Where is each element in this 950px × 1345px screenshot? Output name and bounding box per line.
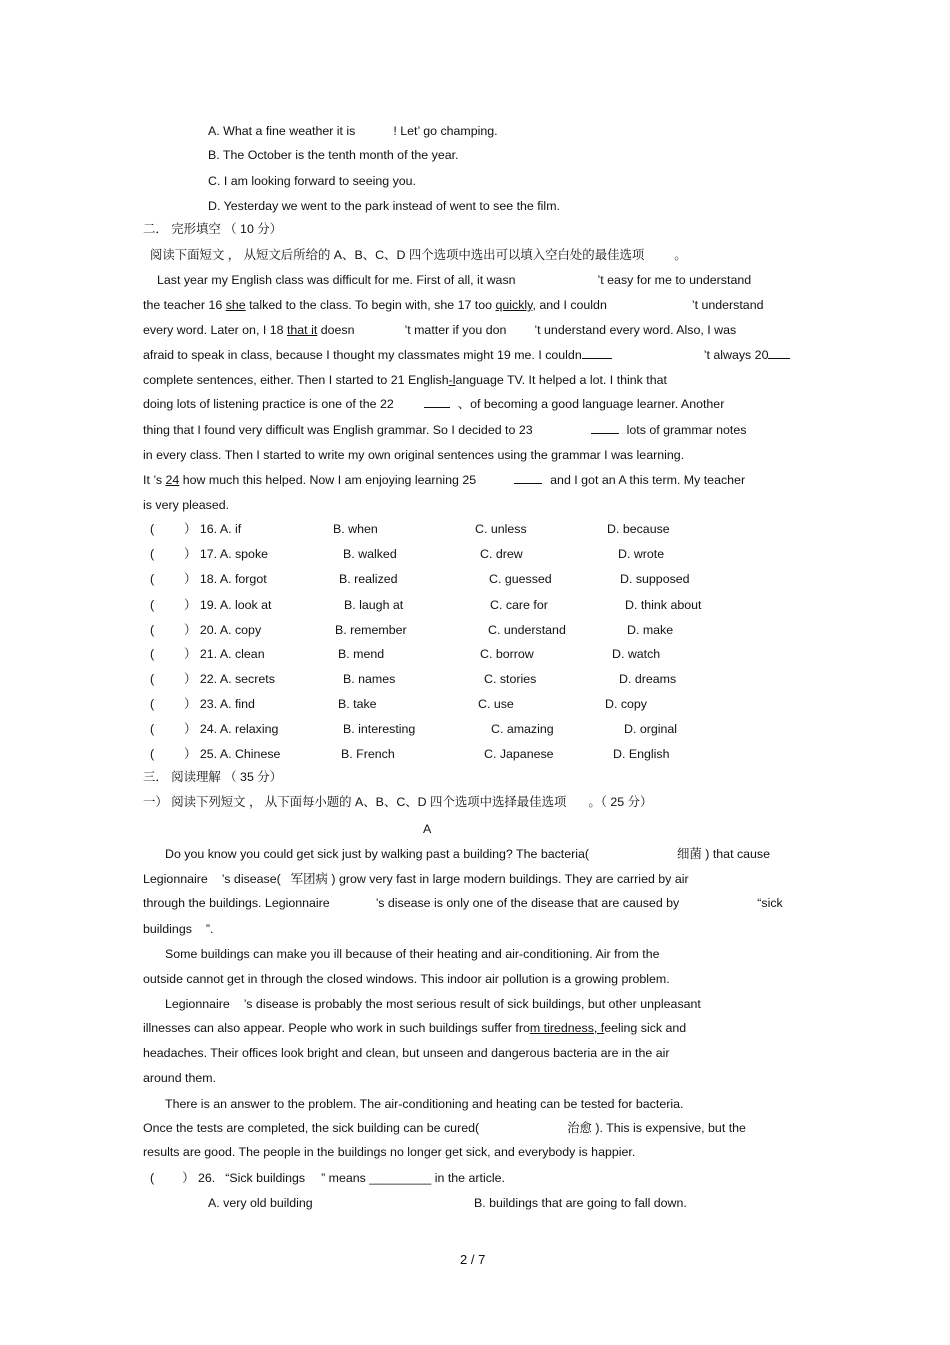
text: how much this helped. Now I am enjoying learning 25 [179, 473, 477, 487]
option-a-tail: ! Let’ go champing. [393, 124, 498, 138]
option-c: C. stories [484, 672, 537, 686]
answer-paren: ( [150, 1171, 155, 1185]
answer-paren: ( [150, 572, 155, 586]
answer-paren: ( [150, 672, 155, 686]
section3-subheading [143, 794, 652, 810]
option-a-line [208, 123, 498, 139]
text: ”. [205, 922, 214, 936]
option-b: B. realized [339, 572, 398, 586]
passage-line-5 [143, 372, 667, 388]
option-a: ） 21. A. clean [184, 647, 265, 661]
text: ’t understand [691, 298, 764, 312]
text: doing lots of listening practice is one of the 22 [143, 397, 394, 411]
text: ’s disease( [221, 872, 281, 886]
option-d: D. wrote [618, 547, 665, 561]
underlined-text: 24 [165, 473, 180, 487]
underlined-text: she [225, 298, 246, 312]
text: doesn [317, 323, 355, 337]
q26-option-a: A. very old building [208, 1196, 313, 1210]
answer-paren: ( [150, 547, 155, 561]
text: buildings [143, 922, 192, 936]
subheading-end: 。（ 25 分） [588, 795, 653, 809]
text: and I got an A this term. My teacher [550, 473, 746, 487]
option-d: D. English [613, 747, 670, 761]
section2-heading: 二． 完形填空 （ 10 分） [143, 222, 283, 236]
text: Legionnaire [143, 872, 208, 886]
option-a-text: A. What a fine weather it is [208, 124, 356, 138]
text: every word. Later on, I 18 [143, 323, 287, 337]
option-b: B. names [343, 672, 396, 686]
text: 细菌 ) that cause [677, 847, 771, 861]
reading-line-12 [143, 1120, 746, 1136]
text: ’t understand every word. Also, I was [534, 323, 737, 337]
text: 治愈 ). This is expensive, but the [567, 1121, 746, 1135]
option-c-line: C. I am looking forward to seeing you. [208, 174, 416, 188]
text: complete sentences, either. Then I started to 21 English [143, 373, 449, 387]
text: 、of becoming a good language learner. Another [457, 397, 725, 411]
answer-paren: ( [150, 747, 155, 761]
passage-title: A [423, 822, 432, 836]
option-b: B. laugh at [344, 598, 404, 612]
passage-line-1 [157, 272, 751, 288]
text: “sick [757, 896, 783, 910]
passage-line-8: in every class. Then I started to write my own original sentences using the grammar I was learning. [143, 448, 685, 462]
option-a: ） 17. A. spoke [184, 547, 269, 561]
option-c: C. care for [490, 598, 548, 612]
reading-line-7 [165, 996, 701, 1012]
underlined-text: -l [448, 373, 456, 387]
option-a: ） 18. A. forgot [184, 572, 267, 586]
text: ’s disease is only one of the disease that are caused by [375, 896, 680, 910]
text: , and I couldn [532, 298, 607, 312]
text: It ’s [143, 473, 166, 487]
option-b: B. when [333, 522, 378, 536]
passage-line-6 [143, 396, 724, 412]
option-d: D. dreams [619, 672, 677, 686]
option-a: ） 20. A. copy [184, 623, 262, 637]
option-b: B. mend [338, 647, 385, 661]
answer-paren: ( [150, 697, 155, 711]
text: ’s disease is probably the most serious result of sick buildings, but other unpleasant [243, 997, 701, 1011]
answer-paren: ( [150, 647, 155, 661]
option-c: C. Japanese [484, 747, 554, 761]
option-b: B. remember [335, 623, 407, 637]
text: eeling sick and [604, 1021, 687, 1035]
option-c: C. understand [488, 623, 566, 637]
option-c: C. use [478, 697, 514, 711]
text: thing that I found very difficult was English grammar. So I decided to 23 [143, 423, 533, 437]
answer-paren: ( [150, 598, 155, 612]
option-d: D. make [627, 623, 674, 637]
option-c: C. drew [480, 547, 523, 561]
instruction-end: 。 [674, 248, 687, 262]
option-b: B. walked [343, 547, 397, 561]
blank-line [768, 347, 790, 359]
reading-line-4 [143, 921, 214, 937]
option-d: D. orginal [624, 722, 678, 736]
reading-line-10: around them. [143, 1071, 217, 1085]
text: ’t easy for me to understand [597, 273, 752, 287]
underlined-text: that it [286, 323, 318, 337]
reading-line-3 [143, 895, 783, 911]
reading-line-11: There is an answer to the problem. The air-conditioning and heating can be tested for bacteria. [165, 1097, 684, 1111]
reading-line-9: headaches. Their offices look bright and clean, but unseen and dangerous bacteria are in the air [143, 1046, 670, 1060]
text: Once the tests are completed, the sick building can be cured( [143, 1121, 480, 1135]
option-b: B. French [341, 747, 395, 761]
section2-instruction [150, 247, 687, 263]
option-a: ） 22. A. secrets [184, 672, 275, 686]
section3-heading: 三． 阅读理解 （ 35 分） [143, 770, 283, 784]
passage-line-10: is very pleased. [143, 498, 230, 512]
option-d: D. supposed [620, 572, 690, 586]
reading-line-6: outside cannot get in through the closed windows. This indoor air pollution is a growing problem. [143, 972, 670, 986]
option-d: D. copy [605, 697, 648, 711]
blank-line [582, 347, 612, 359]
text: ” means _________ in the article. [321, 1171, 506, 1185]
text: afraid to speak in class, because I thought my classmates might 19 me. I couldn [143, 348, 582, 362]
reading-line-13: results are good. The people in the buildings no longer get sick, and everybody is happier. [143, 1145, 636, 1159]
underlined-text: m tiredness, f [529, 1021, 605, 1035]
text: “Sick buildings [225, 1171, 306, 1185]
option-a: ） 19. A. look at [184, 598, 272, 612]
blank-line [591, 422, 619, 434]
question-number: ） 26. [182, 1171, 216, 1185]
option-a: ） 24. A. relaxing [184, 722, 279, 736]
option-b: B. take [338, 697, 377, 711]
option-c: C. amazing [491, 722, 554, 736]
option-d: D. think about [625, 598, 702, 612]
reading-line-5: Some buildings can make you ill because of their heating and air-conditioning. Air from the [165, 947, 660, 961]
passage-line-9 [143, 472, 745, 488]
option-d-line: D. Yesterday we went to the park instead of went to see the film. [208, 199, 560, 213]
text: anguage TV. It helped a lot. I think that [455, 373, 667, 387]
text: illnesses can also appear. People who work in such buildings suffer fro [143, 1021, 530, 1035]
option-c: C. borrow [480, 647, 534, 661]
option-a: ） 16. A. if [184, 522, 242, 536]
text: through the buildings. Legionnaire [143, 896, 330, 910]
text: lots of grammar notes [626, 423, 747, 437]
answer-paren: ( [150, 623, 155, 637]
answer-paren: ( [150, 522, 155, 536]
option-d: D. watch [612, 647, 661, 661]
blank-line [424, 396, 450, 408]
text: the teacher 16 [143, 298, 226, 312]
reading-line-1 [165, 846, 770, 862]
passage-line-2 [143, 297, 763, 313]
option-c: C. guessed [489, 572, 552, 586]
q26-option-b: B. buildings that are going to fall down. [474, 1196, 687, 1210]
reading-line-8 [143, 1020, 686, 1036]
text: Legionnaire [165, 997, 230, 1011]
subheading-text: 一） 阅读下列短文 ， 从下面每小题的 A、B、C、D 四个选项中选择最佳选项 [143, 795, 567, 809]
blank-line [514, 472, 542, 484]
text: Last year my English class was difficult for me. First of all, it wasn [157, 273, 516, 287]
text: talked to the class. To begin with, she 17 too [245, 298, 496, 312]
passage-line-3 [143, 322, 736, 338]
text: Do you know you could get sick just by walking past a building? The bacteria( [165, 847, 590, 861]
text: ’t matter if you don [404, 323, 507, 337]
option-c: C. unless [475, 522, 527, 536]
option-b-line: B. The October is the tenth month of the year. [208, 148, 459, 162]
page-number: 2 / 7 [460, 1252, 486, 1267]
option-d: D. because [607, 522, 670, 536]
instruction-text: 阅读下面短文 ， 从短文后所给的 A、B、C、D 四个选项中选出可以填入空白处的最佳选项 [150, 248, 645, 262]
answer-paren: ( [150, 722, 155, 736]
option-a: ） 23. A. find [184, 697, 255, 711]
underlined-text: quickly [495, 298, 533, 312]
question-26 [150, 1170, 505, 1186]
reading-line-2 [143, 871, 689, 887]
passage-line-4 [143, 347, 790, 363]
text: 军团病 ) grow very fast in large modern buildings. They are carried by air [290, 872, 689, 886]
text: ’t always 20 [703, 348, 769, 362]
option-a: ） 25. A. Chinese [184, 747, 281, 761]
option-b: B. interesting [343, 722, 416, 736]
passage-line-7 [143, 422, 746, 438]
